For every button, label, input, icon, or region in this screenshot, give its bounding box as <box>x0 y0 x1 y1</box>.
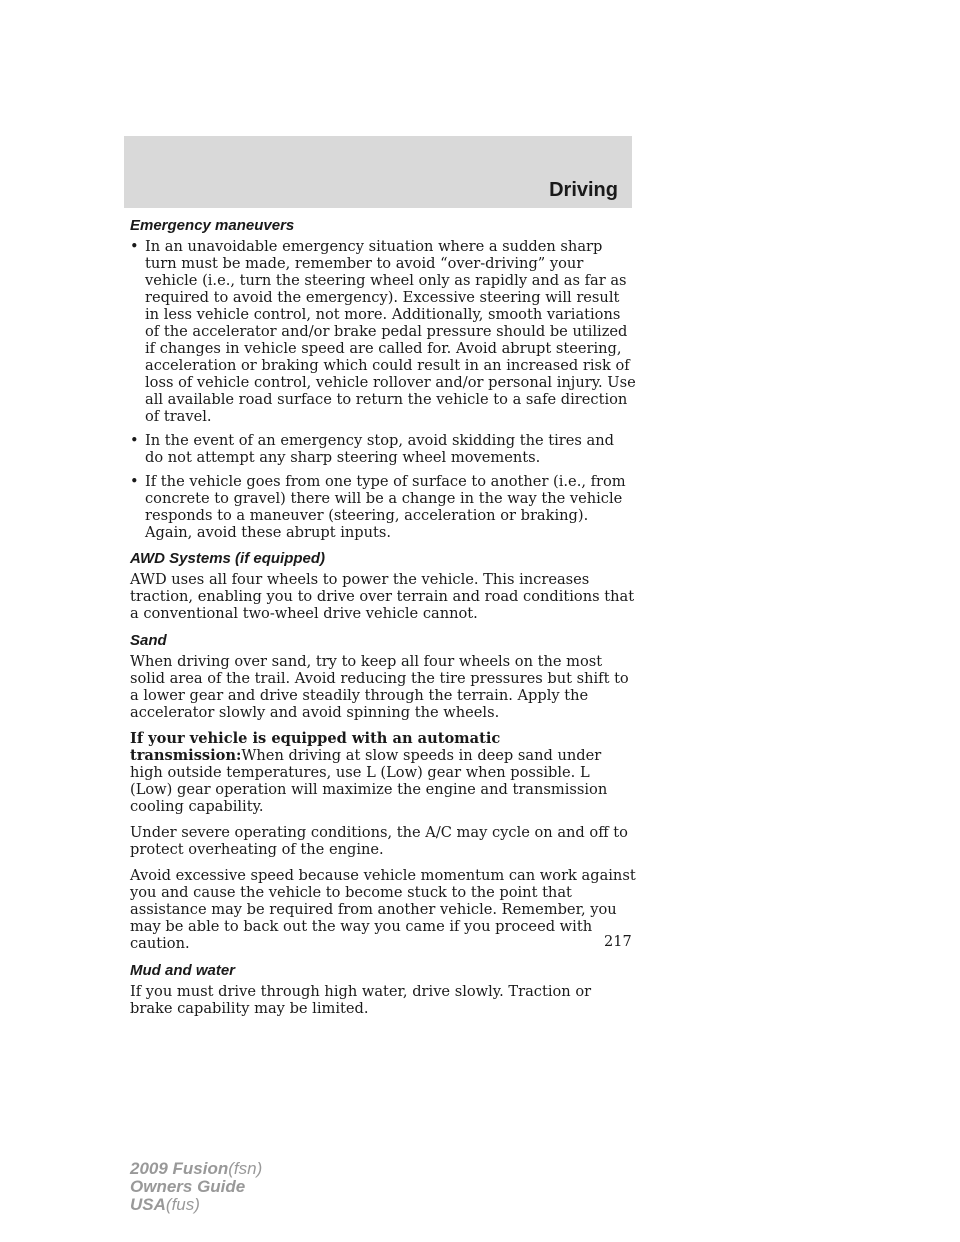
page-content <box>130 216 636 1026</box>
document-footer <box>130 1160 262 1214</box>
bullet-icon: • <box>130 432 139 449</box>
heading-sand: Sand <box>130 632 167 649</box>
footer-market-code: (fus) <box>165 1195 200 1214</box>
paragraph-awd: AWD uses all four wheels to power the vehicle. This increases traction, enabling you to drive over terrain and road conditions that a conventional two-wheel drive vehicle cannot. <box>130 571 635 622</box>
footer-doc-type: Owners Guide <box>130 1177 246 1196</box>
list-item <box>130 473 636 541</box>
footer-model-code: (fsn) <box>228 1159 263 1178</box>
emergency-bullet-list <box>130 238 636 541</box>
paragraph-mud: If you must drive through high water, drive slowly. Traction or brake capability may be limited. <box>130 983 592 1017</box>
list-item-text: If the vehicle goes from one type of surface to another (i.e., from concrete to gravel) there will be a change in the way the vehicle responds to a maneuver (steering, acceleration or braking). Again, avoid these abrupt inputs. <box>145 473 626 541</box>
footer-line <box>130 1160 262 1178</box>
section-header-band <box>124 136 632 208</box>
paragraph-lead: If your vehicle is equipped with an automatic transmission: <box>130 730 501 764</box>
footer-market: USA <box>130 1195 166 1214</box>
paragraph-sand-1: When driving over sand, try to keep all four wheels on the most solid area of the trail. Avoid reducing the tire pressures but shift to a lower gear and drive steadily through the terrain. Apply the accelerator slowly and avoid spinning the wheels. <box>130 653 629 721</box>
page-number: 217 <box>604 934 632 950</box>
paragraph-sand-automatic <box>130 730 636 815</box>
footer-line <box>130 1196 262 1214</box>
footer-line <box>130 1178 262 1196</box>
list-item-text: In the event of an emergency stop, avoid skidding the tires and do not attempt any sharp steering wheel movements. <box>145 432 614 466</box>
section-title: Driving <box>549 179 618 201</box>
paragraph-sand-4: Avoid excessive speed because vehicle momentum can work against you and cause the vehicle to become stuck to the point that assistance may be required from another vehicle. Remember, you may be able to back out the way you came if you proceed with caution. <box>130 867 636 952</box>
bullet-icon: • <box>130 238 139 255</box>
paragraph-text: When driving at slow speeds in deep sand under high outside temperatures, use L (Low) gear when possible. L (Low) gear operation will maximize the engine and transmission cooling capability. <box>130 747 608 815</box>
footer-model: 2009 Fusion <box>130 1159 229 1178</box>
list-item-text: In an unavoidable emergency situation where a sudden sharp turn must be made, remember to avoid “over-driving” your vehicle (i.e., turn the steering wheel only as rapidly and as far as required to avoid the emergency). Excessive steering will result in less vehicle control, not more. Additionally, smooth variations of the accelerator and/or brake pedal pressure should be utilized if changes in vehicle speed are called for. Avoid abrupt steering, acceleration or braking which could result in an increased risk of loss of vehicle control, vehicle rollover and/or personal injury. Use all available road surface to return the vehicle to a safe direction of travel. <box>145 238 636 425</box>
heading-awd-systems: AWD Systems (if equipped) <box>130 550 326 567</box>
bullet-icon: • <box>130 473 139 490</box>
heading-mud-and-water: Mud and water <box>130 962 236 979</box>
paragraph-sand-3: Under severe operating conditions, the A/C may cycle on and off to protect overheating of the engine. <box>130 824 628 858</box>
list-item <box>130 432 636 466</box>
list-item <box>130 238 636 425</box>
heading-emergency-maneuvers: Emergency maneuvers <box>130 217 295 234</box>
